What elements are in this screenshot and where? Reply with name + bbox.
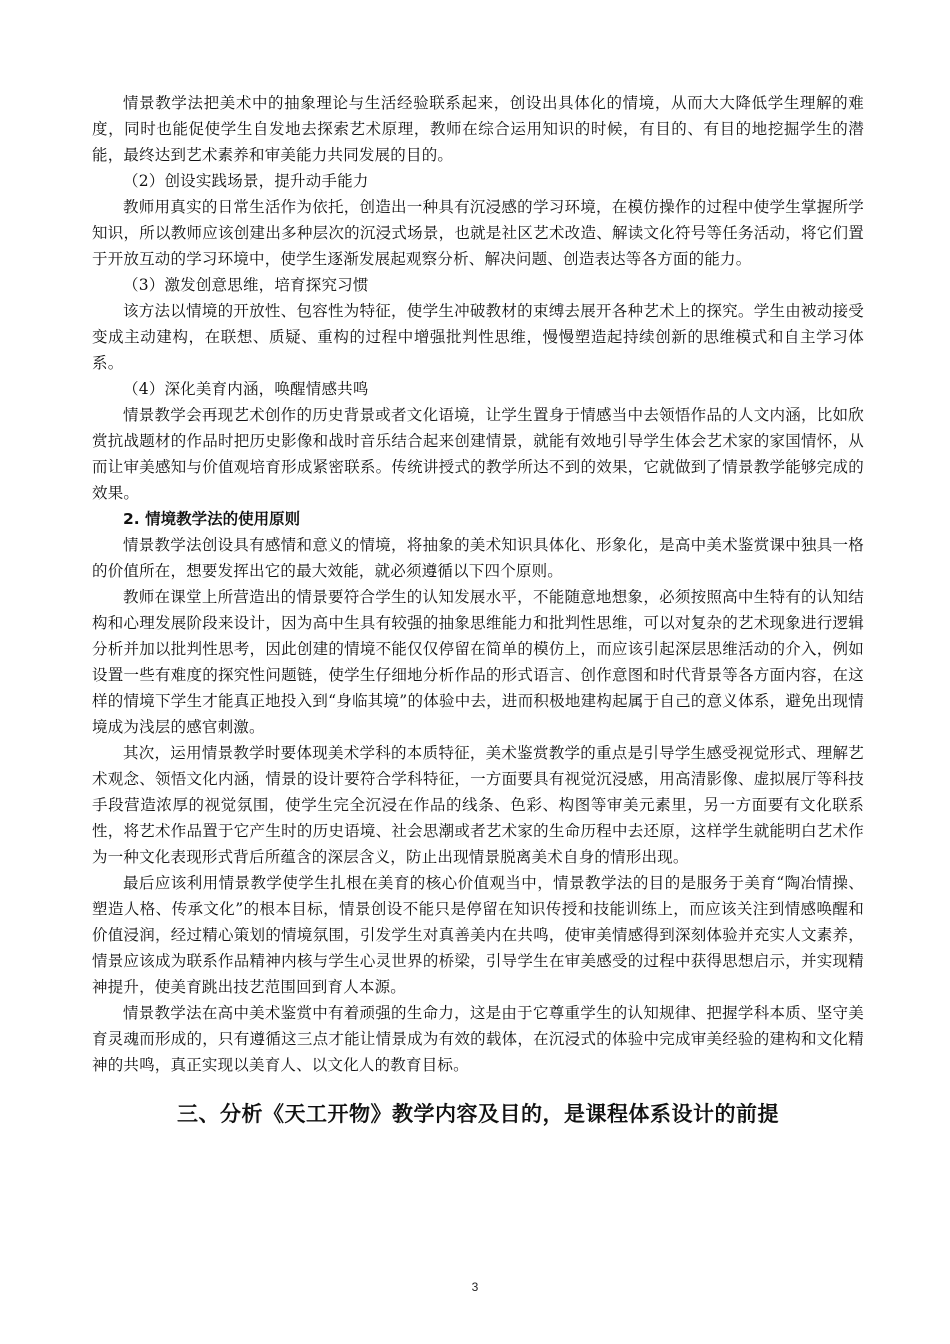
chapter-heading: 三、分析《天工开物》教学内容及目的，是课程体系设计的前提 [177, 1102, 779, 1126]
subheading-paragraph: （4）深化美育内涵，唤醒情感共鸣 [123, 380, 369, 398]
body-paragraph: 最后应该利用情景教学使学生扎根在美育的核心价值观当中，情景教学法的目的是服务于美育“陶冶情操、塑造人格、传承文化”的根本目标，情景创设不能只是停留在知识传授和技能训练上，而应该关注到情感唤醒和价值浸润，经过精心策划的情境氛围，引发学生对真善美内在共鸣，使审美情感得到深刻体验并充实人文素养，情景应该成为联系作品精神内核与学生心灵世界的桥梁，引导学生在审美感受的过程中获得思想启示，并实现精神提升，使美育跳出技艺范围回到育人本源。 [92, 874, 864, 996]
body-paragraph: 情景教学法在高中美术鉴赏中有着顽强的生命力，这是由于它尊重学生的认知规律、把握学科本质、坚守美育灵魂而形成的，只有遵循这三点才能让情景成为有效的载体，在沉浸式的体验中完成审美经验的建构和文化精神的共鸣，真正实现以美育人、以文化人的教育目标。 [92, 1004, 864, 1074]
section-heading: 2. 情境教学法的使用原则 [123, 510, 301, 528]
body-paragraph: 教师在课堂上所营造出的情景要符合学生的认知发展水平，不能随意地想象，必须按照高中生特有的认知结构和心理发展阶段来设计，因为高中生具有较强的抽象思维能力和批判性思维，可以对复杂的艺术现象进行逻辑分析并加以批判性思考，因此创建的情境不能仅仅停留在简单的模仿上，而应该引起深层思维活动的介入，例如设置一些有难度的探究性问题链，使学生仔细地分析作品的形式语言、创作意图和时代背景等各方面内容，在这样的情境下学生才能真正地投入到“身临其境”的体验中去，进而积极地建构起属于自己的意义体系，避免出现情境成为浅层的感官刺激。 [92, 588, 864, 736]
body-paragraph: 教师用真实的日常生活作为依托，创造出一种具有沉浸感的学习环境，在模仿操作的过程中使学生掌握所学知识，所以教师应该创建出多种层次的沉浸式场景，也就是社区艺术改造、解读文化符号等任务活动，将它们置于开放互动的学习环境中，使学生逐渐发展起观察分析、解决问题、创造表达等各方面的能力。 [92, 198, 864, 268]
body-paragraph: 其次，运用情景教学时要体现美术学科的本质特征，美术鉴赏教学的重点是引导学生感受视觉形式、理解艺术观念、领悟文化内涵，情景的设计要符合学科特征，一方面要具有视觉沉浸感，用高清影像、虚拟展厅等科技手段营造浓厚的视觉氛围，使学生完全沉浸在作品的线条、色彩、构图等审美元素里，另一方面要有文化联系性，将艺术作品置于它产生时的历史语境、社会思潮或者艺术家的生命历程中去还原，这样学生就能明白艺术作为一种文化表现形式背后所蕴含的深层含义，防止出现情景脱离美术自身的情形出现。 [92, 744, 864, 866]
body-paragraph: 情景教学会再现艺术创作的历史背景或者文化语境，让学生置身于情感当中去领悟作品的人文内涵，比如欣赏抗战题材的作品时把历史影像和战时音乐结合起来创建情景，就能有效地引导学生体会艺术家的家国情怀，从而让审美感知与价值观培育形成紧密联系。传统讲授式的教学所达不到的效果，它就做到了情景教学能够完成的效果。 [92, 406, 864, 502]
subheading-paragraph: （3）激发创意思维，培育探究习惯 [123, 276, 369, 294]
body-paragraph: 情景教学法创设具有感情和意义的情境，将抽象的美术知识具体化、形象化，是高中美术鉴赏课中独具一格的价值所在，想要发挥出它的最大效能，就必须遵循以下四个原则。 [92, 536, 864, 580]
body-paragraph: 情景教学法把美术中的抽象理论与生活经验联系起来，创设出具体化的情境，从而大大降低学生理解的难度，同时也能促使学生自发地去探索艺术原理，教师在综合运用知识的时候，有目的、有目的地挖掘学生的潜能，最终达到艺术素养和审美能力共同发展的目的。 [92, 94, 864, 164]
subheading-paragraph: （2）创设实践场景，提升动手能力 [123, 172, 369, 190]
page-content [92, 90, 864, 1130]
body-paragraph: 该方法以情境的开放性、包容性为特征，使学生冲破教材的束缚去展开各种艺术上的探究。学生由被动接受变成主动建构，在联想、质疑、重构的过程中增强批判性思维，慢慢塑造起持续创新的思维模式和自主学习体系。 [92, 302, 864, 372]
page-number: 3 [471, 1280, 479, 1294]
